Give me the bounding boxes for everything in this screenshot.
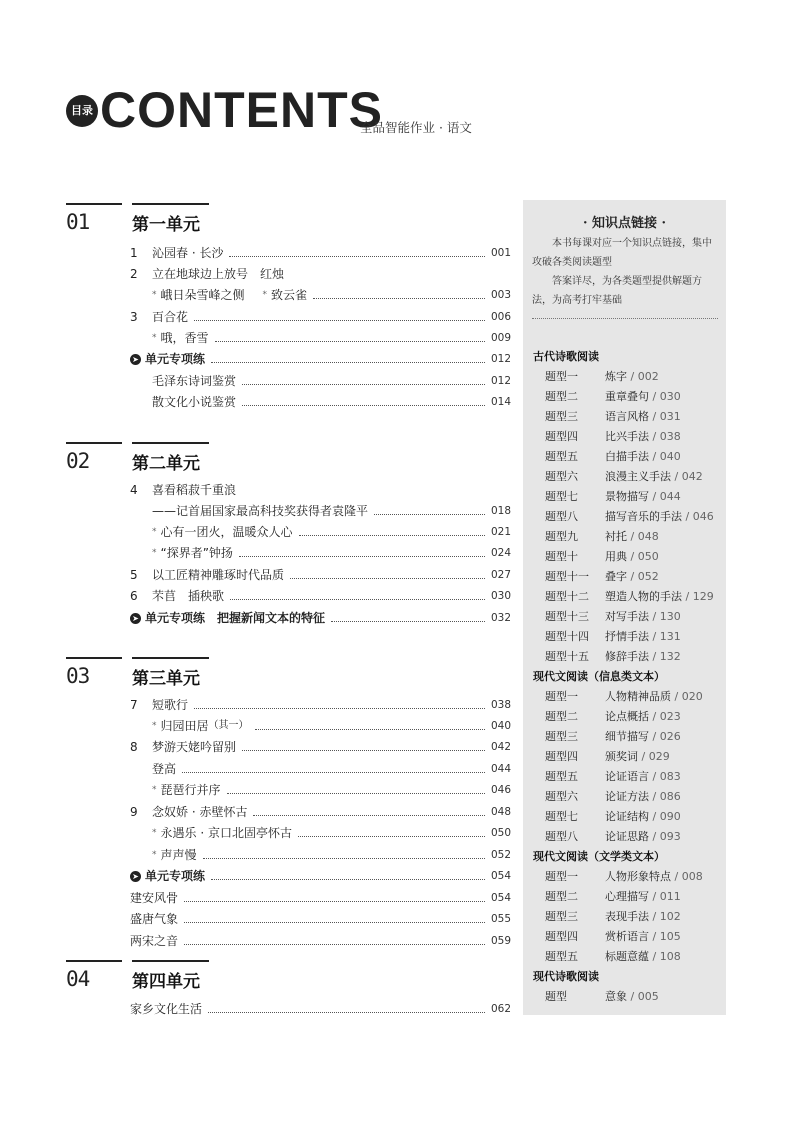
- toc-row[interactable]: [130, 565, 511, 585]
- question-type-name: 塑造人物的手法: [605, 590, 682, 603]
- page-number: 030: [490, 590, 511, 602]
- question-type-name: 论证思路: [605, 830, 649, 843]
- panel-item[interactable]: [545, 368, 659, 384]
- leader-dots: [227, 793, 485, 794]
- panel-item[interactable]: [545, 588, 714, 604]
- question-type-name: 比兴手法: [605, 430, 649, 443]
- question-type-name: 叠字: [605, 570, 627, 583]
- lesson-title: 琵琶行并序: [160, 783, 221, 797]
- unit-practice-label: 单元专项练: [145, 352, 206, 366]
- panel-item[interactable]: [545, 628, 681, 644]
- panel-category: 现代诗歌阅读: [533, 970, 599, 983]
- page-number: 012: [490, 375, 511, 387]
- toc-row[interactable]: [130, 759, 511, 779]
- page-number: / 102: [652, 910, 681, 923]
- lesson-title: 短歌行: [152, 698, 189, 712]
- page-number: / 105: [652, 930, 681, 943]
- question-type-label: 题型七: [545, 810, 578, 823]
- page-number: / 086: [652, 790, 681, 803]
- panel-item[interactable]: [545, 808, 681, 824]
- unit-number: 03: [66, 664, 90, 688]
- panel-item[interactable]: [545, 608, 681, 624]
- lesson-title: 心有一团火，温暖众人心: [160, 525, 293, 539]
- leader-dots: [184, 922, 485, 923]
- toc-row[interactable]: [130, 909, 511, 929]
- leader-dots: [211, 362, 485, 363]
- panel-item[interactable]: [545, 908, 681, 924]
- question-type-label: 题型十一: [545, 570, 589, 583]
- panel-item[interactable]: [545, 548, 659, 564]
- page-number: 042: [490, 741, 511, 753]
- lesson-number: 3: [130, 310, 138, 324]
- toc-row[interactable]: [130, 285, 511, 305]
- leader-dots: [194, 708, 485, 709]
- divider: [66, 203, 122, 205]
- panel-item[interactable]: [545, 428, 681, 444]
- leader-dots: [313, 298, 485, 299]
- panel-item[interactable]: [545, 508, 714, 524]
- page-number: 012: [490, 353, 511, 365]
- leader-dots: [255, 729, 485, 730]
- star-icon: *: [152, 721, 157, 731]
- page-number: / 020: [674, 690, 703, 703]
- question-type-name: 表现手法: [605, 910, 649, 923]
- leader-dots: [242, 384, 485, 385]
- lesson-title: 梦游天姥吟留别: [152, 740, 237, 754]
- toc-row[interactable]: [130, 328, 511, 348]
- panel-item[interactable]: [545, 568, 659, 584]
- leader-dots: [298, 836, 485, 837]
- question-type-label: 题型八: [545, 510, 578, 523]
- leader-dots: [253, 815, 485, 816]
- question-type-label: 题型十五: [545, 650, 589, 663]
- arrow-right-icon: ➤: [130, 613, 141, 624]
- page-number: 038: [490, 699, 511, 711]
- page-number: 062: [490, 1003, 511, 1015]
- star-icon: *: [262, 290, 268, 300]
- lesson-number: 6: [130, 589, 138, 603]
- lesson-title: 致云雀: [271, 288, 308, 302]
- toc-row[interactable]: [130, 802, 511, 822]
- divider: [66, 657, 122, 659]
- star-icon: *: [152, 527, 157, 537]
- question-type-label: 题型七: [545, 490, 578, 503]
- leader-dots: [208, 1012, 485, 1013]
- panel-item[interactable]: [545, 528, 659, 544]
- unit-practice-label: 单元专项练 把握新闻文本的特征: [145, 611, 326, 625]
- leader-dots: [331, 621, 485, 622]
- lesson-number: 1: [130, 246, 138, 260]
- panel-intro-text: 本书每课对应一个知识点链接，集中攻破各类阅读题型: [532, 238, 712, 268]
- toc-row[interactable]: [130, 931, 511, 951]
- question-type-name: 论证语言: [605, 770, 649, 783]
- question-type-label: 题型十三: [545, 610, 589, 623]
- question-type-label: 题型四: [545, 750, 578, 763]
- toc-list: [130, 0, 511, 1122]
- question-type-label: 题型六: [545, 790, 578, 803]
- toc-row[interactable]: [130, 264, 511, 284]
- leader-dots: [230, 599, 485, 600]
- divider: [532, 318, 718, 319]
- lesson-title: 芣苢 插秧歌: [152, 589, 225, 603]
- question-type-name: 语言风格: [605, 410, 649, 423]
- toc-row[interactable]: [130, 888, 511, 908]
- unit-title: 第一单元: [132, 215, 200, 235]
- lesson-number: 5: [130, 568, 138, 582]
- question-type-name: 用典: [605, 550, 627, 563]
- page-number: / 090: [652, 810, 681, 823]
- page-number: 006: [490, 311, 511, 323]
- page-number: / 044: [652, 490, 681, 503]
- lesson-title: 归园田居: [160, 719, 209, 733]
- page-number: / 052: [630, 570, 659, 583]
- question-type-name: 赏析语言: [605, 930, 649, 943]
- toc-row[interactable]: [130, 501, 511, 521]
- page-number: / 048: [630, 530, 659, 543]
- question-type-name: 论点概括: [605, 710, 649, 723]
- toc-row[interactable]: [130, 371, 511, 391]
- lesson-title: 毛泽东诗词鉴赏: [152, 374, 237, 388]
- question-type-name: 细节描写: [605, 730, 649, 743]
- panel-category: 古代诗歌阅读: [533, 350, 599, 363]
- question-type-label: 题型一: [545, 370, 578, 383]
- toc-row[interactable]: [130, 780, 511, 800]
- panel-item[interactable]: [545, 388, 681, 404]
- lesson-title: 永遇乐 · 京口北固亭怀古: [160, 826, 292, 840]
- question-type-label: 题型二: [545, 890, 578, 903]
- page-number: / 029: [641, 750, 670, 763]
- page-number: 021: [490, 526, 511, 538]
- star-icon: *: [152, 828, 157, 838]
- panel-item[interactable]: [545, 788, 681, 804]
- question-type-label: 题型十: [545, 550, 578, 563]
- page-number: / 040: [652, 450, 681, 463]
- toc-row[interactable]: [130, 392, 511, 412]
- unit-title: 第三单元: [132, 669, 200, 689]
- lesson-title: 立在地球边上放号 红烛: [152, 267, 285, 281]
- question-type-label: 题型六: [545, 470, 578, 483]
- unit-number: 04: [66, 967, 90, 991]
- lesson-title: “探界者”钟扬: [160, 546, 233, 560]
- question-type-name: 对写手法: [605, 610, 649, 623]
- question-type-label: 题型一: [545, 690, 578, 703]
- toc-row[interactable]: [130, 999, 511, 1019]
- lesson-title: 建安风骨: [130, 891, 179, 905]
- panel-item[interactable]: [545, 748, 670, 764]
- unit-title: 第二单元: [132, 454, 200, 474]
- page-number: / 038: [652, 430, 681, 443]
- lesson-title: 盛唐气象: [130, 912, 179, 926]
- star-icon: *: [152, 785, 157, 795]
- question-type-name: 意象: [605, 990, 627, 1003]
- divider: [66, 442, 122, 444]
- toc-row[interactable]: [130, 716, 511, 736]
- panel-item[interactable]: [545, 648, 681, 664]
- question-type-label: 题型四: [545, 930, 578, 943]
- panel-intro: [532, 234, 720, 310]
- question-type-label: 题型五: [545, 770, 578, 783]
- unit-number: 01: [66, 210, 90, 234]
- panel-item[interactable]: [545, 948, 681, 964]
- leader-dots: [229, 256, 485, 257]
- question-type-label: 题型三: [545, 910, 578, 923]
- question-type-label: 题型二: [545, 390, 578, 403]
- unit-number: 02: [66, 449, 90, 473]
- page-number: 024: [490, 547, 511, 559]
- toc-row[interactable]: [130, 737, 511, 757]
- question-type-label: 题型五: [545, 950, 578, 963]
- page-number: 048: [490, 806, 511, 818]
- question-type-name: 白描手法: [605, 450, 649, 463]
- toc-row[interactable]: [130, 349, 511, 369]
- panel-item[interactable]: [545, 468, 703, 484]
- panel-item[interactable]: [545, 488, 681, 504]
- panel-item[interactable]: [545, 728, 681, 744]
- lesson-title: 声声慢: [160, 848, 197, 862]
- question-type-name: 浪漫主义手法: [605, 470, 671, 483]
- page-number: 055: [490, 913, 511, 925]
- page-number: / 083: [652, 770, 681, 783]
- panel-item[interactable]: [545, 928, 681, 944]
- lesson-title: 散文化小说鉴赏: [152, 395, 237, 409]
- toc-row[interactable]: [130, 307, 511, 327]
- question-type-label: 题型九: [545, 530, 578, 543]
- lesson-number: 9: [130, 805, 138, 819]
- toc-row[interactable]: [130, 243, 511, 263]
- page-number: / 005: [630, 990, 659, 1003]
- question-type-name: 景物描写: [605, 490, 649, 503]
- knowledge-link-panel: [523, 200, 726, 1015]
- page-number: / 008: [674, 870, 703, 883]
- panel-category: 现代文阅读（文学类文本）: [533, 850, 665, 863]
- star-icon: *: [152, 333, 157, 343]
- panel-item[interactable]: [545, 988, 659, 1004]
- leader-dots: [203, 858, 485, 859]
- toc-row[interactable]: [130, 695, 511, 715]
- toc-row[interactable]: [130, 522, 511, 542]
- leader-dots: [290, 578, 485, 579]
- panel-item[interactable]: [545, 408, 681, 424]
- contents-title: CONTENTS: [100, 82, 383, 138]
- page-number: 027: [490, 569, 511, 581]
- panel-category: 现代文阅读（信息类文本）: [533, 670, 665, 683]
- leader-dots: [211, 879, 485, 880]
- lesson-title: 两宋之音: [130, 934, 179, 948]
- leader-dots: [184, 944, 485, 945]
- unit-title: 第四单元: [132, 972, 200, 992]
- leader-dots: [184, 901, 485, 902]
- page-number: 052: [490, 849, 511, 861]
- question-type-name: 衬托: [605, 530, 627, 543]
- question-type-name: 重章叠句: [605, 390, 649, 403]
- question-type-name: 人物形象特点: [605, 870, 671, 883]
- star-icon: *: [152, 850, 157, 860]
- lesson-number: 4: [130, 483, 138, 497]
- book-subtitle: 全品智能作业 · 语文: [360, 120, 472, 135]
- question-type-name: 颁奖词: [605, 750, 638, 763]
- arrow-right-icon: ➤: [130, 354, 141, 365]
- lesson-title: 家乡文化生活: [130, 1002, 203, 1016]
- toc-row[interactable]: [130, 586, 511, 606]
- question-type-name: 炼字: [605, 370, 627, 383]
- toc-row[interactable]: [130, 480, 511, 500]
- page-number: 054: [490, 892, 511, 904]
- page-number: / 042: [674, 470, 703, 483]
- star-icon: *: [152, 290, 157, 300]
- page-number: / 131: [652, 630, 681, 643]
- question-type-name: 论证方法: [605, 790, 649, 803]
- page-number: 059: [490, 935, 511, 947]
- question-type-name: 标题意蕴: [605, 950, 649, 963]
- lesson-title: 登高: [152, 762, 177, 776]
- panel-item[interactable]: [545, 708, 681, 724]
- question-type-name: 心理描写: [605, 890, 649, 903]
- lesson-title: 沁园春 · 长沙: [152, 246, 224, 260]
- lesson-number: 8: [130, 740, 138, 754]
- panel-item[interactable]: [545, 688, 703, 704]
- panel-item[interactable]: [545, 868, 703, 884]
- unit-practice-label: 单元专项练: [145, 869, 206, 883]
- question-type-label: 题型二: [545, 710, 578, 723]
- page-number: / 023: [652, 710, 681, 723]
- question-type-label: 题型四: [545, 430, 578, 443]
- leader-dots: [239, 556, 485, 557]
- question-type-label: 题型十二: [545, 590, 589, 603]
- question-type-label: 题型三: [545, 730, 578, 743]
- page-number: / 093: [652, 830, 681, 843]
- toc-row[interactable]: [130, 866, 511, 886]
- toc-row[interactable]: [130, 543, 511, 563]
- toc-row[interactable]: [130, 823, 511, 843]
- question-type-name: 抒情手法: [605, 630, 649, 643]
- panel-intro-text: 答案详尽，为各类题型提供解题方法，为高考打牢基础: [532, 276, 702, 306]
- lesson-note: （其一）: [208, 720, 249, 731]
- leader-dots: [194, 320, 485, 321]
- question-type-label: 题型一: [545, 870, 578, 883]
- page-number: / 011: [652, 890, 681, 903]
- page-number: 003: [490, 289, 511, 301]
- lesson-title: 念奴娇 · 赤壁怀古: [152, 805, 248, 819]
- leader-dots: [299, 535, 485, 536]
- lesson-title: 峨日朵雪峰之侧: [160, 288, 245, 302]
- panel-item[interactable]: [545, 768, 681, 784]
- page-number: / 030: [652, 390, 681, 403]
- lesson-title: 百合花: [152, 310, 189, 324]
- lesson-subtitle: ——记首届国家最高科技奖获得者袁隆平: [152, 504, 369, 518]
- question-type-name: 描写音乐的手法: [605, 510, 682, 523]
- question-type-name: 修辞手法: [605, 650, 649, 663]
- page-number: / 130: [652, 610, 681, 623]
- page-number: 032: [490, 612, 511, 624]
- page-number: / 031: [652, 410, 681, 423]
- lesson-number: 2: [130, 267, 138, 281]
- leader-dots: [242, 750, 485, 751]
- lesson-title: 哦，香雪: [160, 331, 209, 345]
- star-icon: *: [152, 548, 157, 558]
- page-number: 014: [490, 396, 511, 408]
- page-number: / 108: [652, 950, 681, 963]
- page-number: / 026: [652, 730, 681, 743]
- arrow-right-icon: ➤: [130, 871, 141, 882]
- toc-row[interactable]: [130, 608, 511, 628]
- page-number: 040: [490, 720, 511, 732]
- leader-dots: [242, 405, 485, 406]
- page-number: 054: [490, 870, 511, 882]
- leader-dots: [374, 514, 485, 515]
- page-number: / 050: [630, 550, 659, 563]
- lesson-number: 7: [130, 698, 138, 712]
- question-type-name: 人物精神品质: [605, 690, 671, 703]
- page-number: / 002: [630, 370, 659, 383]
- page-number: 018: [490, 505, 511, 517]
- panel-item[interactable]: [545, 888, 681, 904]
- page-number: 009: [490, 332, 511, 344]
- page-number: / 046: [685, 510, 714, 523]
- question-type-label: 题型十四: [545, 630, 589, 643]
- page-number: 050: [490, 827, 511, 839]
- question-type-label: 题型三: [545, 410, 578, 423]
- toc-row[interactable]: [130, 845, 511, 865]
- leader-dots: [215, 341, 485, 342]
- catalog-badge: 目录: [66, 95, 98, 127]
- lesson-title: 喜看稻菽千重浪: [152, 483, 237, 497]
- question-type-label: 题型五: [545, 450, 578, 463]
- page-number: 001: [490, 247, 511, 259]
- leader-dots: [182, 772, 485, 773]
- question-type-name: 论证结构: [605, 810, 649, 823]
- page-number: 044: [490, 763, 511, 775]
- question-type-label: 题型: [545, 990, 567, 1003]
- page-number: 046: [490, 784, 511, 796]
- divider: [66, 960, 122, 962]
- question-type-label: 题型八: [545, 830, 578, 843]
- panel-item[interactable]: [545, 448, 681, 464]
- panel-item[interactable]: [545, 828, 681, 844]
- page-number: / 129: [685, 590, 714, 603]
- page-number: / 132: [652, 650, 681, 663]
- panel-title: · 知识点链接 ·: [582, 216, 667, 231]
- lesson-title: 以工匠精神雕琢时代品质: [152, 568, 285, 582]
